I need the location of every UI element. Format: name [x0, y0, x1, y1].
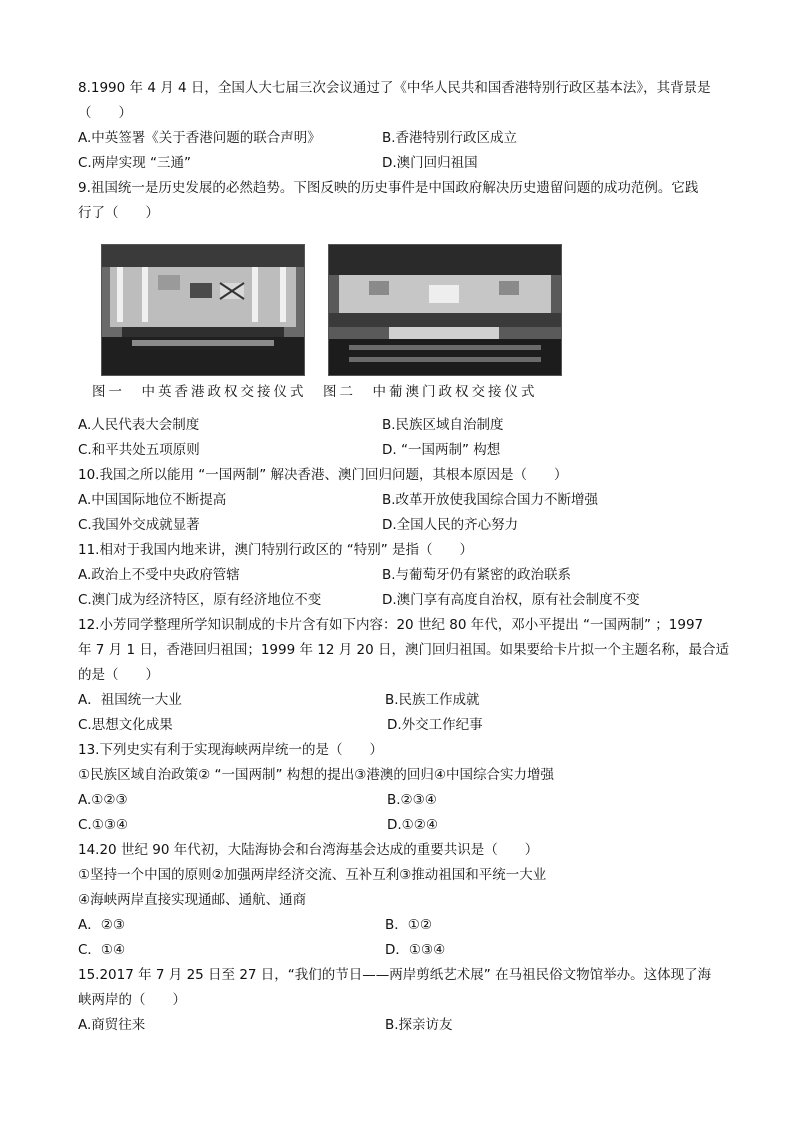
- q9-option-d: D. “一国两制” 构想: [382, 442, 501, 458]
- q12-option-d: D.外交工作纪事: [387, 717, 483, 733]
- hong-kong-handover-photo: [101, 244, 305, 376]
- q10-option-b: B.改革开放使我国综合国力不断增强: [382, 492, 599, 508]
- q8-option-d: D.澳门回归祖国: [382, 155, 478, 171]
- q9-option-c: C.和平共处五项原则: [78, 442, 200, 458]
- macau-handover-photo: [328, 244, 562, 376]
- q11-option-a: A.政治上不受中央政府管辖: [78, 567, 240, 583]
- q14-items-line1: ①坚持一个中国的原则②加强两岸经济交流、互补互利③推动祖国和平统一大业: [78, 867, 547, 883]
- q12-stem-line1: 12.小芳同学整理所学知识制成的卡片含有如下内容：20 世纪 80 年代，邓小平提出 “一国两制” ；1997: [78, 617, 704, 633]
- q11-option-b: B.与葡萄牙仍有紧密的政治联系: [382, 567, 572, 583]
- q11-option-c: C.澳门成为经济特区，原有经济地位不变: [78, 592, 322, 608]
- q14-option-c: C．①④: [78, 942, 126, 958]
- q8-stem-line1: 8.1990 年 4 月 4 日，全国人大七届三次会议通过了《中华人民共和国香港特别行政区基本法》，其背景是: [78, 80, 711, 96]
- q14-option-b: B．①②: [385, 917, 432, 933]
- q12-stem-line2: 年 7 月 1 日，香港回归祖国；1999 年 12 月 20 日，澳门回归祖国。如果要给卡片拟一个主题名称，最合适: [78, 642, 730, 658]
- q15-stem-line2: 峡两岸的（ ）: [78, 992, 186, 1008]
- q14-option-a: A．②③: [78, 917, 125, 933]
- q12-option-b: B.民族工作成就: [385, 692, 480, 708]
- q12-option-a: A．祖国统一大业: [78, 692, 182, 708]
- q11-option-d: D.澳门享有高度自治权，原有社会制度不变: [382, 592, 640, 608]
- q9-figure-caption: 图一 中英香港政权交接仪式 图二 中葡澳门政权交接仪式: [92, 384, 538, 400]
- q15-stem-line1: 15.2017 年 7 月 25 日至 27 日，“我们的节日——两岸剪纸艺术展” 在马祖民俗文物馆举办。这体现了海: [78, 967, 712, 983]
- q10-option-d: D.全国人民的齐心努力: [382, 517, 519, 533]
- q12-option-c: C.思想文化成果: [78, 717, 173, 733]
- q10-option-a: A.中国国际地位不断提高: [78, 492, 227, 508]
- q8-option-a: A.中英签署《关于香港问题的联合声明》: [78, 130, 321, 146]
- q13-stem: 13.下列史实有利于实现海峡两岸统一的是（ ）: [78, 742, 383, 758]
- q10-option-c: C.我国外交成就显著: [78, 517, 200, 533]
- q9-stem-line2: 行了（ ）: [78, 205, 159, 221]
- q15-option-a: A.商贸往来: [78, 1017, 146, 1033]
- q8-option-c: C.两岸实现 “三通”: [78, 155, 191, 171]
- q8-stem-line2: （ ）: [78, 105, 132, 121]
- q13-option-d: D.①②④: [387, 817, 438, 833]
- q13-items: ①民族区域自治政策② “一国两制” 构想的提出③港澳的回归④中国综合实力增强: [78, 767, 554, 783]
- q9-stem-line1: 9.祖国统一是历史发展的必然趋势。下图反映的历史事件是中国政府解决历史遗留问题的成功范例。它践: [78, 180, 699, 196]
- q15-option-b: B.探亲访友: [385, 1017, 453, 1033]
- q13-option-c: C.①③④: [78, 817, 129, 833]
- q14-option-d: D．①③④: [385, 942, 446, 958]
- q9-option-a: A.人民代表大会制度: [78, 417, 200, 433]
- q8-option-b: B.香港特别行政区成立: [382, 130, 518, 146]
- q12-stem-line3: 的是（ ）: [78, 667, 159, 683]
- q9-option-b: B.民族区域自治制度: [382, 417, 504, 433]
- q13-option-b: B.②③④: [387, 792, 437, 808]
- q13-option-a: A.①②③: [78, 792, 128, 808]
- q14-stem: 14.20 世纪 90 年代初，大陆海协会和台湾海基会达成的重要共识是（ ）: [78, 842, 539, 858]
- q10-stem: 10.我国之所以能用 “一国两制” 解决香港、澳门回归问题，其根本原因是（ ）: [78, 467, 568, 483]
- q14-items-line2: ④海峡两岸直接实现通邮、通航、通商: [78, 892, 307, 908]
- q11-stem: 11.相对于我国内地来讲，澳门特别行政区的 “特别” 是指（ ）: [78, 542, 474, 558]
